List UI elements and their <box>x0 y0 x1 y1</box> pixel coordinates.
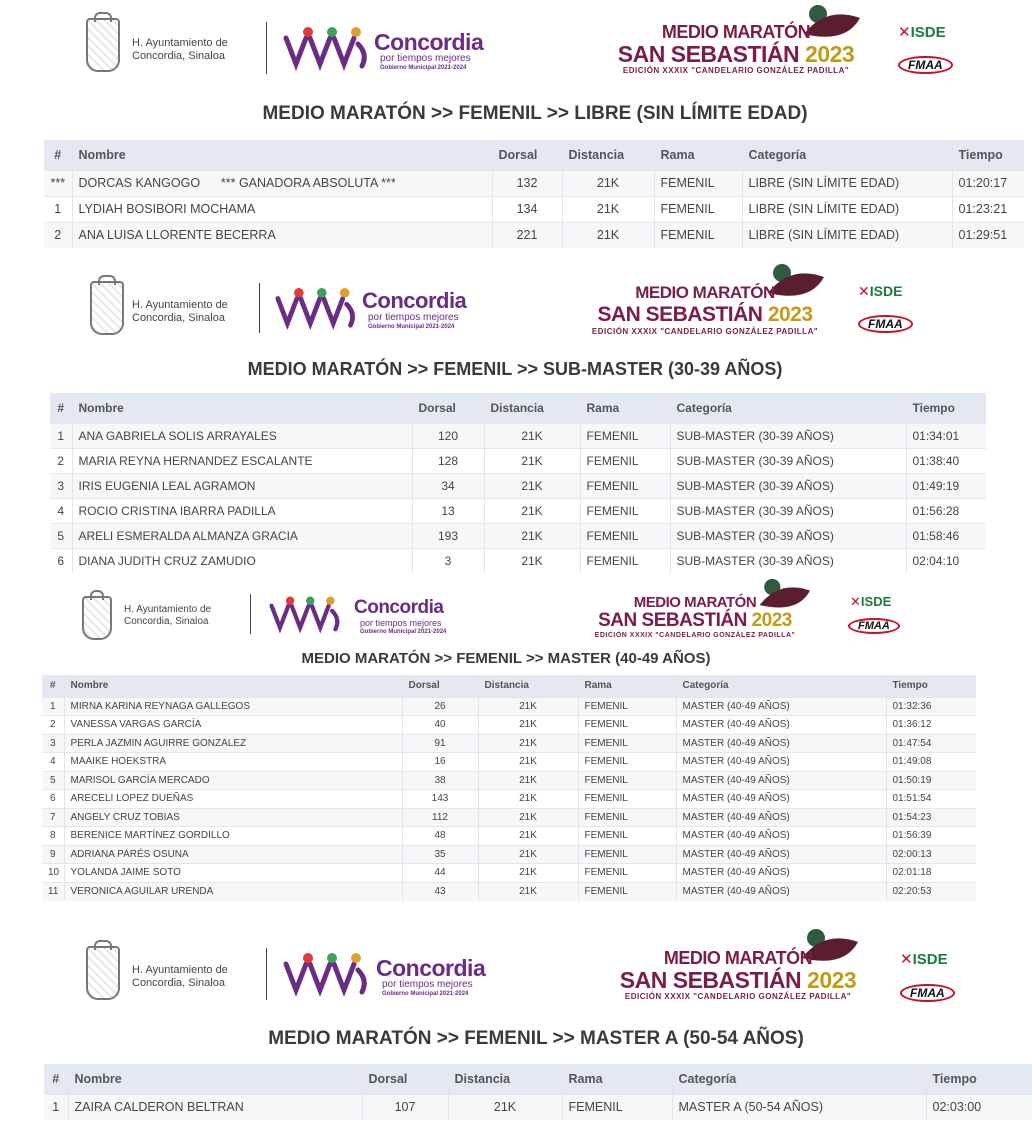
fmaa-logo: FMAA <box>848 618 900 634</box>
table-row <box>50 448 986 473</box>
cell-rama: FEMENIL <box>578 845 676 864</box>
event-banner <box>0 588 1032 644</box>
cell-bib: 35 <box>402 845 478 864</box>
cell-category: MASTER A (50-54 AÑOS) <box>672 1094 926 1120</box>
table-row <box>44 222 1024 248</box>
cell-pos: *** <box>44 170 72 196</box>
col-header-pos: # <box>42 675 64 697</box>
section-heading: MEDIO MARATÓN >> FEMENIL >> MASTER A (50-54 AÑOS) <box>268 1028 804 1049</box>
cell-time: 01:56:28 <box>906 498 986 523</box>
cell-rama: FEMENIL <box>580 498 670 523</box>
col-header-rama: Rama <box>580 393 670 423</box>
concordia-wordmark: Concordia por tiempos mejores Gobierno Municipal 2021-2024 <box>374 29 484 71</box>
cell-name: VANESSA VARGAS GARCÍA <box>64 716 402 735</box>
col-header-distance: Distancia <box>448 1064 562 1094</box>
cell-bib: 128 <box>412 448 484 473</box>
cell-category: MASTER (40-49 AÑOS) <box>676 864 886 883</box>
cell-bib: 43 <box>402 882 478 901</box>
cell-name: MAAIKE HOEKSTRA <box>64 753 402 772</box>
isde-x-icon: ✕ <box>858 283 870 299</box>
event-title-logo: MEDIO MARATÓN SAN SEBASTIÁN 2023 EDICIÓN XXXIX "CANDELARIO GONZÁLEZ PADILLA" <box>594 594 796 639</box>
table-row <box>44 1094 1032 1120</box>
cell-category: MASTER (40-49 AÑOS) <box>676 845 886 864</box>
cell-name: YOLANDA JAIME SOTO <box>64 864 402 883</box>
cell-time: 02:00:13 <box>886 845 976 864</box>
cell-bib: 26 <box>402 697 478 716</box>
cell-category: MASTER (40-49 AÑOS) <box>676 808 886 827</box>
cell-rama: FEMENIL <box>578 864 676 883</box>
cell-name: ANA GABRIELA SOLIS ARRAYALES <box>72 423 412 448</box>
cell-distance: 21K <box>478 790 578 809</box>
col-header-name: Nombre <box>72 393 412 423</box>
cell-category: SUB-MASTER (30-39 AÑOS) <box>670 423 906 448</box>
cell-time: 01:50:19 <box>886 771 976 790</box>
cell-rama: FEMENIL <box>578 734 676 753</box>
cell-rama: FEMENIL <box>654 196 742 222</box>
results-section-libre <box>0 0 1032 255</box>
event-banner <box>0 10 1032 80</box>
table-header-row <box>44 1064 1032 1094</box>
col-header-bib: Dorsal <box>402 675 478 697</box>
results-section-master <box>0 580 1032 910</box>
cell-pos: 4 <box>50 498 72 523</box>
cell-name: MARISOL GARCÍA MERCADO <box>64 771 402 790</box>
cell-pos: 3 <box>42 734 64 753</box>
cell-time: 01:20:17 <box>952 170 1024 196</box>
cell-distance: 21K <box>478 808 578 827</box>
cell-bib: 91 <box>402 734 478 753</box>
table-row <box>42 845 976 864</box>
cell-time: 02:01:18 <box>886 864 976 883</box>
table-row <box>50 423 986 448</box>
cell-distance: 21K <box>448 1094 562 1120</box>
col-header-bib: Dorsal <box>362 1064 448 1094</box>
cell-category: MASTER (40-49 AÑOS) <box>676 716 886 735</box>
table-row <box>42 771 976 790</box>
table-row <box>44 196 1024 222</box>
cell-distance: 21K <box>478 716 578 735</box>
cell-bib: 34 <box>412 473 484 498</box>
logo-divider <box>250 594 251 634</box>
cell-name: ARELI ESMERALDA ALMANZA GRACIA <box>72 523 412 548</box>
col-header-pos: # <box>50 393 72 423</box>
cell-pos: 7 <box>42 808 64 827</box>
cell-time: 01:54:23 <box>886 808 976 827</box>
cell-distance: 21K <box>478 864 578 883</box>
concordia-figures-icon <box>274 285 360 333</box>
cell-bib: 107 <box>362 1094 448 1120</box>
event-banner <box>0 271 1032 341</box>
cell-name: ARECELI LOPEZ DUEÑAS <box>64 790 402 809</box>
concordia-wordmark: Concordia por tiempos mejores Gobierno Municipal 2021-2024 <box>376 955 486 997</box>
results-table <box>44 1064 1032 1120</box>
table-header-row <box>50 393 986 423</box>
cell-pos: 1 <box>44 196 72 222</box>
cell-pos: 5 <box>42 771 64 790</box>
cell-time: 02:04:10 <box>906 548 986 573</box>
table-header-row <box>42 675 976 697</box>
logo-divider <box>266 948 267 1000</box>
cell-category: LIBRE (SIN LÍMITE EDAD) <box>742 170 952 196</box>
cell-distance: 21K <box>478 827 578 846</box>
col-header-category: Categoría <box>676 675 886 697</box>
cell-distance: 21K <box>478 697 578 716</box>
col-header-bib: Dorsal <box>412 393 484 423</box>
cell-pos: 2 <box>44 222 72 248</box>
cell-distance: 21K <box>484 448 580 473</box>
cell-category: SUB-MASTER (30-39 AÑOS) <box>670 548 906 573</box>
cell-distance: 21K <box>562 196 654 222</box>
cell-pos: 5 <box>50 523 72 548</box>
cell-name: ADRIANA PARÉS OSUNA <box>64 845 402 864</box>
cell-rama: FEMENIL <box>578 827 676 846</box>
cell-category: MASTER (40-49 AÑOS) <box>676 882 886 901</box>
cell-pos: 1 <box>42 697 64 716</box>
col-header-name: Nombre <box>64 675 402 697</box>
cell-distance: 21K <box>484 423 580 448</box>
cell-bib: 221 <box>492 222 562 248</box>
cell-rama: FEMENIL <box>578 808 676 827</box>
cell-rama: FEMENIL <box>580 448 670 473</box>
table-header-row <box>44 140 1024 170</box>
col-header-time: Tiempo <box>886 675 976 697</box>
cell-distance: 21K <box>562 170 654 196</box>
col-header-category: Categoría <box>670 393 906 423</box>
cell-rama: FEMENIL <box>578 882 676 901</box>
cell-name: IRIS EUGENIA LEAL AGRAMON <box>72 473 412 498</box>
event-title-logo: MEDIO MARATÓN SAN SEBASTIÁN 2023 EDICIÓN XXXIX "CANDELARIO GONZÁLEZ PADILLA" <box>591 283 819 336</box>
cell-bib: 132 <box>492 170 562 196</box>
concordia-figures-icon <box>266 594 346 636</box>
cell-category: MASTER (40-49 AÑOS) <box>676 827 886 846</box>
col-header-time: Tiempo <box>906 393 986 423</box>
col-header-time: Tiempo <box>926 1064 1032 1094</box>
col-header-distance: Distancia <box>478 675 578 697</box>
cell-category: MASTER (40-49 AÑOS) <box>676 697 886 716</box>
isde-logo: ✕ISDE <box>858 283 903 299</box>
cell-bib: 40 <box>402 716 478 735</box>
cell-name: PERLA JAZMIN AGUIRRE GONZALEZ <box>64 734 402 753</box>
cell-bib: 38 <box>402 771 478 790</box>
col-header-pos: # <box>44 140 72 170</box>
cell-bib: 134 <box>492 196 562 222</box>
cell-distance: 21K <box>478 734 578 753</box>
col-header-rama: Rama <box>654 140 742 170</box>
cell-pos: 9 <box>42 845 64 864</box>
isde-logo: ✕ISDE <box>900 951 948 968</box>
cell-bib: 112 <box>402 808 478 827</box>
section-heading: MEDIO MARATÓN >> FEMENIL >> MASTER (40-49 AÑOS) <box>301 650 711 667</box>
cell-time: 01:51:54 <box>886 790 976 809</box>
cell-pos: 8 <box>42 827 64 846</box>
cell-name: MIRNA KARINA REYNAGA GALLEGOS <box>64 697 402 716</box>
cell-time: 01:34:01 <box>906 423 986 448</box>
table-row <box>42 753 976 772</box>
cell-time: 01:36:12 <box>886 716 976 735</box>
table-row <box>42 697 976 716</box>
cell-rama: FEMENIL <box>654 170 742 196</box>
table-row <box>42 864 976 883</box>
ayuntamiento-label: H. Ayuntamiento de Concordia, Sinaloa <box>124 604 212 627</box>
cell-bib: 3 <box>412 548 484 573</box>
table-row <box>44 170 1024 196</box>
cell-rama: FEMENIL <box>580 523 670 548</box>
col-header-rama: Rama <box>578 675 676 697</box>
results-table <box>50 393 986 573</box>
cell-pos: 2 <box>42 716 64 735</box>
isde-logo: ✕ISDE <box>898 24 946 41</box>
cell-time: 01:49:08 <box>886 753 976 772</box>
cell-distance: 21K <box>478 753 578 772</box>
fmaa-logo: FMAA <box>900 984 955 1002</box>
col-header-distance: Distancia <box>484 393 580 423</box>
cell-distance: 21K <box>562 222 654 248</box>
cell-name: DORCAS KANGOGO *** GANADORA ABSOLUTA *** <box>72 170 492 196</box>
cell-rama: FEMENIL <box>578 771 676 790</box>
cell-rama: FEMENIL <box>578 716 676 735</box>
cell-rama: FEMENIL <box>580 423 670 448</box>
isde-x-icon: ✕ <box>900 951 913 968</box>
event-title-logo: MEDIO MARATÓN SAN SEBASTIÁN 2023 EDICIÓN XXXIX "CANDELARIO GONZÁLEZ PADILLA" <box>619 948 857 1001</box>
results-section-submaster <box>0 255 1032 580</box>
table-row <box>50 523 986 548</box>
cell-bib: 16 <box>402 753 478 772</box>
table-row <box>50 498 986 523</box>
cell-rama: FEMENIL <box>578 697 676 716</box>
concordia-wordmark: Concordia por tiempos mejores Gobierno Municipal 2021-2024 <box>362 288 467 330</box>
col-header-name: Nombre <box>72 140 492 170</box>
cell-rama: FEMENIL <box>578 790 676 809</box>
cell-time: 01:58:46 <box>906 523 986 548</box>
ayuntamiento-label: H. Ayuntamiento de Concordia, Sinaloa <box>132 37 228 62</box>
results-table <box>42 675 976 901</box>
section-heading: MEDIO MARATÓN >> FEMENIL >> LIBRE (SIN LÍMITE EDAD) <box>262 103 808 124</box>
municipal-seal-icon <box>86 18 120 72</box>
fmaa-logo: FMAA <box>898 56 953 74</box>
cell-rama: FEMENIL <box>654 222 742 248</box>
cell-bib: 120 <box>412 423 484 448</box>
cell-distance: 21K <box>478 845 578 864</box>
table-row <box>50 473 986 498</box>
col-header-pos: # <box>44 1064 68 1094</box>
cell-pos: 3 <box>50 473 72 498</box>
table-row <box>42 716 976 735</box>
cell-category: SUB-MASTER (30-39 AÑOS) <box>670 498 906 523</box>
cell-name: MARIA REYNA HERNANDEZ ESCALANTE <box>72 448 412 473</box>
concordia-figures-icon <box>282 950 372 1000</box>
cell-pos: 6 <box>50 548 72 573</box>
municipal-seal-icon <box>90 281 124 335</box>
cell-time: 02:20:53 <box>886 882 976 901</box>
table-row <box>50 548 986 573</box>
winner-note: *** GANADORA ABSOLUTA *** <box>220 176 396 190</box>
cell-category: MASTER (40-49 AÑOS) <box>676 771 886 790</box>
cell-name: ANGELY CRUZ TOBIAS <box>64 808 402 827</box>
cell-name: ANA LUISA LLORENTE BECERRA <box>72 222 492 248</box>
cell-rama: FEMENIL <box>562 1094 672 1120</box>
table-row <box>42 827 976 846</box>
cell-time: 01:56:39 <box>886 827 976 846</box>
municipal-seal-icon <box>82 596 112 640</box>
cell-time: 01:23:21 <box>952 196 1024 222</box>
cell-pos: 11 <box>42 882 64 901</box>
cell-distance: 21K <box>484 548 580 573</box>
cell-time: 01:47:54 <box>886 734 976 753</box>
cell-time: 01:29:51 <box>952 222 1024 248</box>
cell-rama: FEMENIL <box>580 473 670 498</box>
cell-pos: 10 <box>42 864 64 883</box>
cell-bib: 48 <box>402 827 478 846</box>
cell-time: 01:49:19 <box>906 473 986 498</box>
municipal-seal-icon <box>86 946 120 1000</box>
cell-distance: 21K <box>484 498 580 523</box>
ayuntamiento-label: H. Ayuntamiento de Concordia, Sinaloa <box>132 964 228 989</box>
cell-pos: 1 <box>44 1094 68 1120</box>
concordia-figures-icon <box>282 24 372 74</box>
cell-rama: FEMENIL <box>580 548 670 573</box>
cell-name: ROCIO CRISTINA IBARRA PADILLA <box>72 498 412 523</box>
cell-time: 01:32:36 <box>886 697 976 716</box>
logo-divider <box>259 283 260 333</box>
table-row <box>42 882 976 901</box>
cell-pos: 4 <box>42 753 64 772</box>
cell-bib: 44 <box>402 864 478 883</box>
cell-name: VERONICA AGUILAR URENDA <box>64 882 402 901</box>
col-header-category: Categoría <box>742 140 952 170</box>
cell-category: LIBRE (SIN LÍMITE EDAD) <box>742 196 952 222</box>
col-header-name: Nombre <box>68 1064 362 1094</box>
event-banner <box>0 934 1032 1004</box>
cell-pos: 2 <box>50 448 72 473</box>
cell-time: 02:03:00 <box>926 1094 1032 1120</box>
isde-x-icon: ✕ <box>898 24 911 41</box>
cell-distance: 21K <box>478 771 578 790</box>
table-row <box>42 808 976 827</box>
ayuntamiento-label: H. Ayuntamiento de Concordia, Sinaloa <box>132 299 228 324</box>
fmaa-logo: FMAA <box>858 315 913 333</box>
cell-bib: 143 <box>402 790 478 809</box>
section-heading: MEDIO MARATÓN >> FEMENIL >> SUB-MASTER (30-39 AÑOS) <box>247 359 783 379</box>
cell-distance: 21K <box>484 523 580 548</box>
cell-distance: 21K <box>478 882 578 901</box>
logo-divider <box>266 22 267 74</box>
cell-pos: 6 <box>42 790 64 809</box>
cell-pos: 1 <box>50 423 72 448</box>
cell-bib: 13 <box>412 498 484 523</box>
col-header-bib: Dorsal <box>492 140 562 170</box>
cell-rama: FEMENIL <box>578 753 676 772</box>
isde-logo: ✕ISDE <box>850 594 892 609</box>
cell-name: ZAIRA CALDERON BELTRAN <box>68 1094 362 1120</box>
cell-category: LIBRE (SIN LÍMITE EDAD) <box>742 222 952 248</box>
cell-name: DIANA JUDITH CRUZ ZAMUDIO <box>72 548 412 573</box>
col-header-time: Tiempo <box>952 140 1024 170</box>
results-section-master-a <box>0 910 1032 1128</box>
col-header-distance: Distancia <box>562 140 654 170</box>
cell-time: 01:38:40 <box>906 448 986 473</box>
table-row <box>42 734 976 753</box>
event-title-logo: MEDIO MARATÓN SAN SEBASTIÁN 2023 EDICIÓN XXXIX "CANDELARIO GONZÁLEZ PADILLA" <box>617 22 855 75</box>
cell-bib: 193 <box>412 523 484 548</box>
table-row <box>42 790 976 809</box>
results-table <box>44 140 1024 248</box>
cell-category: SUB-MASTER (30-39 AÑOS) <box>670 523 906 548</box>
cell-category: SUB-MASTER (30-39 AÑOS) <box>670 473 906 498</box>
cell-category: MASTER (40-49 AÑOS) <box>676 790 886 809</box>
cell-category: SUB-MASTER (30-39 AÑOS) <box>670 448 906 473</box>
cell-name: BERENICE MARTÍNEZ GORDILLO <box>64 827 402 846</box>
cell-category: MASTER (40-49 AÑOS) <box>676 753 886 772</box>
cell-name: LYDIAH BOSIBORI MOCHAMA <box>72 196 492 222</box>
concordia-wordmark: Concordia por tiempos mejores Gobierno Municipal 2021-2024 <box>354 597 447 635</box>
col-header-rama: Rama <box>562 1064 672 1094</box>
cell-category: MASTER (40-49 AÑOS) <box>676 734 886 753</box>
col-header-category: Categoría <box>672 1064 926 1094</box>
isde-x-icon: ✕ <box>850 594 861 609</box>
cell-distance: 21K <box>484 473 580 498</box>
